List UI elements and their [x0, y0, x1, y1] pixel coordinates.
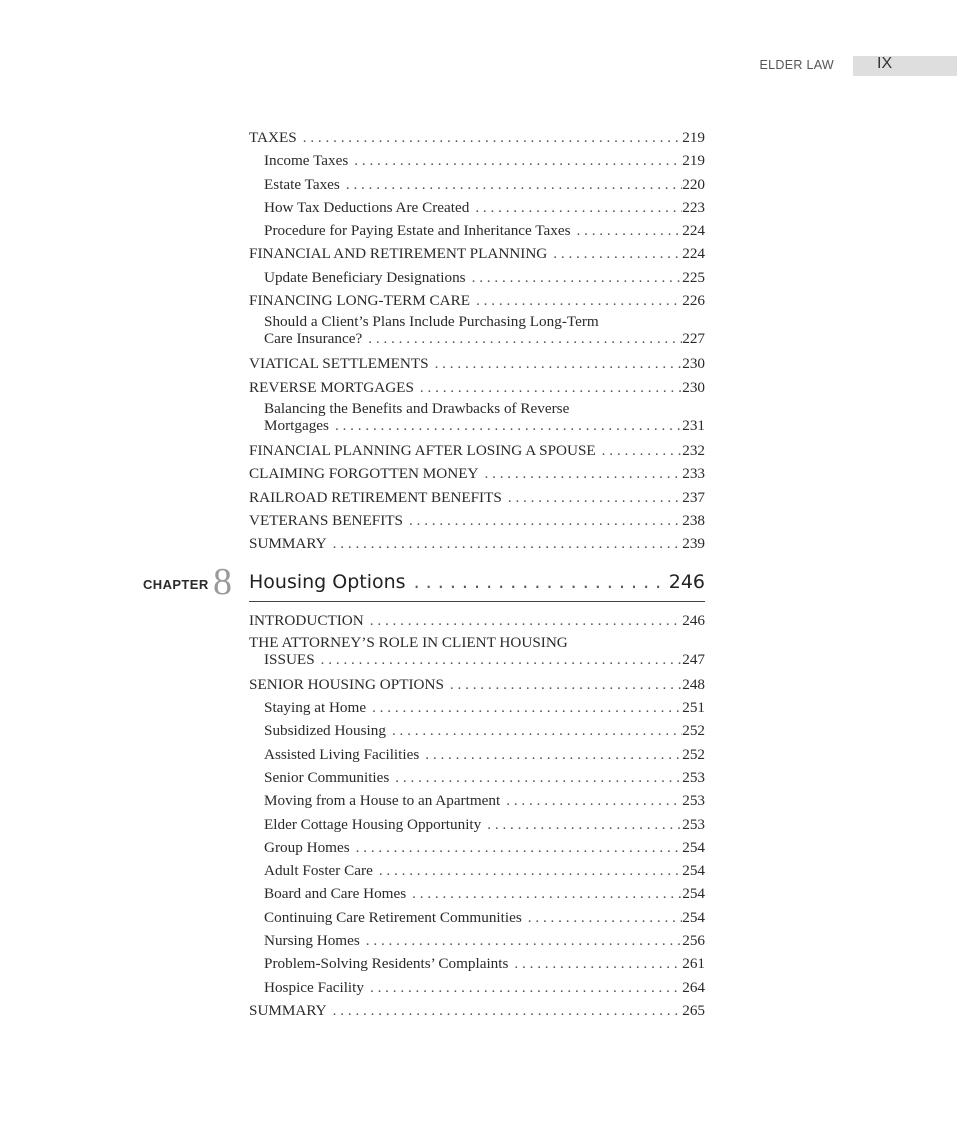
toc-entry-label: SUMMARY: [249, 535, 327, 553]
toc-entry[interactable]: [249, 462, 705, 485]
toc-entry[interactable]: [249, 196, 705, 219]
toc-entry[interactable]: [249, 486, 705, 509]
toc-entry-label: FINANCING LONG-TERM CARE: [249, 292, 471, 310]
toc-entry-page: 227: [682, 330, 705, 348]
toc-entry-page: 254: [682, 885, 705, 903]
toc-entry-label: Nursing Homes: [264, 932, 360, 950]
toc-entry-page: 253: [682, 792, 705, 810]
dot-leader: [420, 376, 682, 399]
toc-entry-page: 252: [682, 745, 705, 763]
dot-leader: [409, 509, 682, 532]
running-title: ELDER LAW: [759, 58, 834, 72]
toc-entry-page: 231: [682, 416, 705, 434]
toc-entry-label: FINANCIAL AND RETIREMENT PLANNING: [249, 245, 548, 263]
toc-entry-label: RAILROAD RETIREMENT BENEFITS: [249, 488, 502, 506]
toc-entry[interactable]: [249, 219, 705, 242]
toc-entry[interactable]: [249, 906, 705, 929]
toc-entry-label: Senior Communities: [264, 768, 390, 786]
toc-entry-page: 226: [682, 292, 705, 310]
toc-entry-page: 264: [682, 978, 705, 996]
chapter-heading: [143, 561, 705, 609]
toc-entry-label: FINANCIAL PLANNING AFTER LOSING A SPOUSE: [249, 441, 596, 459]
toc-section-after: [249, 609, 705, 1022]
toc-entry-page: 219: [682, 129, 705, 146]
dot-leader: [412, 882, 682, 905]
dot-leader: [577, 219, 683, 242]
toc-entry-page: 238: [682, 511, 705, 529]
toc-entry[interactable]: [249, 289, 705, 312]
dot-leader: [450, 673, 682, 696]
dot-leader: [602, 439, 683, 462]
toc-entry-label: Should a Client’s Plans Include Purchasing Long-Term: [264, 313, 599, 331]
toc-entry-page: 256: [682, 932, 705, 950]
toc-entry[interactable]: [249, 859, 705, 882]
toc-entry-page: 225: [682, 268, 705, 286]
toc-entry-page: 253: [682, 815, 705, 833]
toc-entry-label: Balancing the Benefits and Drawbacks of Reverse: [264, 399, 570, 417]
toc-entry-page: 251: [682, 699, 705, 717]
toc-entry[interactable]: [249, 312, 705, 352]
dot-leader: [368, 330, 682, 348]
toc-entry[interactable]: [249, 976, 705, 999]
toc-entry[interactable]: [249, 766, 705, 789]
dot-leader: [528, 906, 682, 929]
toc-entry-label: Hospice Facility: [264, 978, 364, 996]
toc-entry-page: 239: [682, 535, 705, 553]
dot-leader: [335, 417, 682, 435]
toc-entry-label: TAXES: [249, 129, 297, 146]
chapter-number: 8: [213, 561, 232, 604]
toc-entry[interactable]: [249, 376, 705, 399]
toc-entry[interactable]: [249, 999, 705, 1022]
toc-entry[interactable]: [249, 882, 705, 905]
toc-entry-label: Adult Foster Care: [264, 862, 373, 880]
toc-entry-page: 265: [682, 1001, 705, 1019]
toc-entry-label: SUMMARY: [249, 1001, 327, 1019]
toc-entry-label-continued: ISSUES: [264, 650, 315, 668]
dot-leader: [472, 266, 683, 289]
toc-entry-page: 252: [682, 722, 705, 740]
dot-leader: [485, 462, 683, 485]
toc-entry-page: 220: [682, 175, 705, 193]
toc-entry-page: 233: [682, 465, 705, 483]
dot-leader: [476, 289, 682, 312]
toc-entry[interactable]: [249, 509, 705, 532]
toc-entry[interactable]: [249, 633, 705, 673]
dot-leader: [553, 242, 682, 265]
toc-section-before: [249, 126, 705, 555]
dot-leader: [346, 173, 682, 196]
toc-entry-label: INTRODUCTION: [249, 612, 364, 630]
dot-leader: [333, 999, 683, 1022]
toc-entry-page: 224: [682, 222, 705, 240]
dot-leader: [425, 743, 682, 766]
toc-entry-label: Assisted Living Facilities: [264, 745, 420, 763]
toc-entry-label: How Tax Deductions Are Created: [264, 198, 470, 216]
dot-leader: [514, 952, 682, 975]
dot-leader: [414, 567, 669, 597]
dot-leader: [370, 976, 682, 999]
toc-entry-label: Moving from a House to an Apartment: [264, 792, 501, 810]
dot-leader: [435, 352, 683, 375]
toc-entry[interactable]: [249, 789, 705, 812]
toc-entry[interactable]: [249, 696, 705, 719]
toc-entry-page: 237: [682, 488, 705, 506]
toc-entry-page: 247: [682, 650, 705, 668]
dot-leader: [508, 486, 682, 509]
toc-entry[interactable]: [249, 813, 705, 836]
toc-entry-page: 261: [682, 955, 705, 973]
running-header: [0, 56, 964, 76]
toc-entry[interactable]: [249, 173, 705, 196]
toc-entry-label: CLAIMING FORGOTTEN MONEY: [249, 465, 479, 483]
toc-entry-label: VIATICAL SETTLEMENTS: [249, 355, 429, 373]
toc-entry-label: THE ATTORNEY’S ROLE IN CLIENT HOUSING: [249, 633, 568, 651]
toc-entry-page: 254: [682, 862, 705, 880]
toc-entry-page: 224: [682, 245, 705, 263]
toc-entry[interactable]: [249, 399, 705, 439]
toc-entry-page: 223: [682, 198, 705, 216]
toc-entry-label: Income Taxes: [264, 152, 349, 170]
toc-entry-label: Estate Taxes: [264, 175, 340, 193]
chapter-page: 246: [668, 571, 705, 594]
dot-leader: [356, 836, 683, 859]
toc-entry[interactable]: [249, 352, 705, 375]
toc-entry-label: VETERANS BENEFITS: [249, 511, 403, 529]
table-of-contents: [143, 126, 705, 1022]
dot-leader: [506, 789, 682, 812]
toc-entry-label: Staying at Home: [264, 699, 367, 717]
toc-entry[interactable]: [249, 719, 705, 742]
toc-entry-label: Continuing Care Retirement Communities: [264, 908, 522, 926]
dot-leader: [370, 609, 682, 632]
dot-leader: [366, 929, 682, 952]
chapter-label: CHAPTER: [143, 577, 209, 593]
chapter-title: Housing Options: [249, 571, 406, 594]
toc-entry-label: SENIOR HOUSING OPTIONS: [249, 675, 444, 693]
toc-entry[interactable]: [249, 609, 705, 632]
toc-entry-label: Problem-Solving Residents’ Complaints: [264, 955, 509, 973]
toc-entry[interactable]: [249, 242, 705, 265]
toc-entry-label: Group Homes: [264, 838, 350, 856]
toc-entry-label: Subsidized Housing: [264, 722, 386, 740]
dot-leader: [372, 696, 682, 719]
dot-leader: [321, 651, 683, 669]
toc-entry-label-continued: Mortgages: [264, 416, 329, 434]
dot-leader: [475, 196, 682, 219]
toc-entry-label: Elder Cottage Housing Opportunity: [264, 815, 482, 833]
toc-entry[interactable]: [249, 929, 705, 952]
page-number: IX: [877, 55, 893, 72]
toc-entry-page: 246: [682, 612, 705, 630]
toc-entry-label-continued: Care Insurance?: [264, 330, 363, 348]
dot-leader: [395, 766, 682, 789]
dot-leader: [379, 859, 682, 882]
toc-entry[interactable]: [249, 532, 705, 555]
toc-entry-page: 230: [682, 378, 705, 396]
dot-leader: [333, 532, 683, 555]
toc-entry-page: 248: [682, 675, 705, 693]
toc-entry-page: 219: [682, 152, 705, 170]
dot-leader: [392, 719, 682, 742]
toc-entry-label: Board and Care Homes: [264, 885, 407, 903]
toc-entry-label: Procedure for Paying Estate and Inheritance Taxes: [264, 222, 571, 240]
toc-entry-page: 230: [682, 355, 705, 373]
toc-entry-page: 254: [682, 908, 705, 926]
toc-entry[interactable]: [249, 126, 705, 149]
toc-entry-page: 232: [682, 441, 705, 459]
dot-leader: [487, 813, 682, 836]
page-number-bar: [853, 56, 957, 76]
dot-leader: [354, 149, 682, 172]
toc-entry[interactable]: [249, 743, 705, 766]
toc-entry[interactable]: [249, 266, 705, 289]
toc-entry[interactable]: [249, 836, 705, 859]
toc-entry[interactable]: [249, 673, 705, 696]
toc-entry-label: Update Beneficiary Designations: [264, 268, 466, 286]
dot-leader: [303, 126, 682, 149]
toc-entry[interactable]: [249, 149, 705, 172]
toc-entry[interactable]: [249, 439, 705, 462]
toc-entry[interactable]: [249, 952, 705, 975]
toc-entry-label: REVERSE MORTGAGES: [249, 378, 414, 396]
chapter-title-row[interactable]: [249, 567, 705, 602]
toc-entry-page: 253: [682, 768, 705, 786]
toc-entry-page: 254: [682, 838, 705, 856]
